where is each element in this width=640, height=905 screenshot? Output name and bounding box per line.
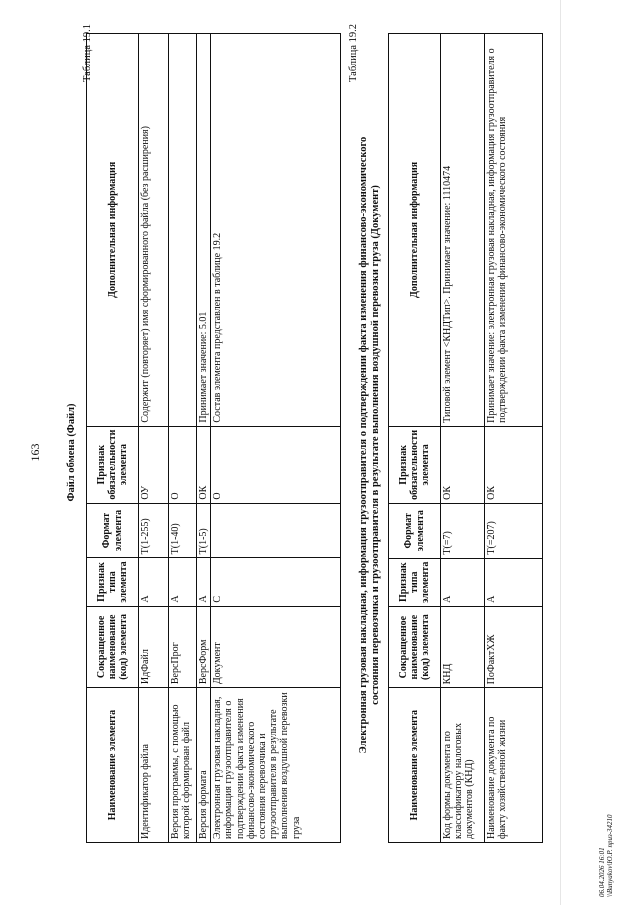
table-cell: Версия формата: [197, 688, 211, 843]
table-cell: ВерсФорм: [197, 606, 211, 688]
table-cell: ОК: [197, 426, 211, 503]
column-header: Сокращенное наименование (код) элемента: [87, 606, 139, 688]
table-cell: Код формы документа по классификатору налоговых документов (КНД): [441, 688, 485, 843]
table-cell: Т(=7): [441, 503, 485, 558]
table-cell: А: [485, 558, 543, 606]
table-cell: Идентификатор файла: [139, 688, 169, 843]
table-cell: ИдФайл: [139, 606, 169, 688]
table-cell: ОУ: [139, 426, 169, 503]
table-cell: ОК: [441, 426, 485, 503]
column-header: Наименование элемента: [389, 688, 441, 843]
table-cell: Т(1-255): [139, 503, 169, 558]
table-cell: Содержит (повторяет) имя сформированного файла (без расширения): [139, 34, 169, 427]
table-cell: А: [197, 558, 211, 606]
table-header-row: [87, 34, 139, 843]
column-header: Формат элемента: [87, 503, 139, 558]
table-title-19-2: [358, 15, 382, 875]
table-cell: Версия программы, с помощью которой сформирован файл: [169, 688, 197, 843]
print-timestamp: 06.04.2026 16:01: [598, 847, 606, 897]
table-cell: [211, 503, 341, 558]
table-header-row: [389, 34, 441, 843]
table-row: [211, 34, 341, 843]
table-row: [139, 34, 169, 843]
column-header: Признак типа элемента: [87, 558, 139, 606]
table-row: [485, 34, 543, 843]
table-cell: А: [169, 558, 197, 606]
table-cell: Т(1-5): [197, 503, 211, 558]
column-header: Признак типа элемента: [389, 558, 441, 606]
column-header: Признак обязательности элемента: [87, 426, 139, 503]
table-cell: Документ: [211, 606, 341, 688]
table-cell: ВерсПрог: [169, 606, 197, 688]
table-cell: Принимает значение: электронная грузовая накладная, информация грузоотправителя о подтверждении факта изменения финансово-экономического состояния: [485, 34, 543, 427]
table-cell: Т(1-40): [169, 503, 197, 558]
table-cell: О: [169, 426, 197, 503]
table-cell: ПоФактХЖ: [485, 606, 543, 688]
table-row: [169, 34, 197, 843]
table-label-19-2: Таблица 19.2: [348, 23, 359, 82]
table-cell: Т(=207): [485, 503, 543, 558]
table-cell: Наименование документа по факту хозяйственной жизни: [485, 688, 543, 843]
table-cell: Типовой элемент <КНДТип>. Принимает значение: 1110474: [441, 34, 485, 427]
table-cell: С: [211, 558, 341, 606]
table-label-19-1: Таблица 19.1: [82, 23, 93, 82]
table-title-line: Электронная грузовая накладная, информация грузоотправителя о подтверждении факта изменения финансово-экономического: [358, 136, 369, 754]
page-number: 163: [28, 443, 42, 462]
table-row: [197, 34, 211, 843]
column-header: Сокращенное наименование (код) элемента: [389, 606, 441, 688]
table-cell: ОК: [485, 426, 543, 503]
table-cell: [169, 34, 197, 427]
print-footer: [598, 814, 614, 897]
print-file-path: \\Bunyakov\Ю.Р. приз-34210: [606, 814, 614, 897]
table-19-2: [388, 33, 543, 843]
table-cell: КНД: [441, 606, 485, 688]
table-title-19-1: Файл обмена (Файл): [66, 403, 77, 502]
table-title-line: состояния перевозчика и грузоотправителя в результате выполнения воздушной перевозки груза (Документ): [370, 185, 381, 705]
column-header: Наименование элемента: [87, 688, 139, 843]
column-header: Формат элемента: [389, 503, 441, 558]
column-header: Признак обязательности элемента: [389, 426, 441, 503]
column-header: Дополнительная информация: [389, 34, 441, 427]
table-19-1: [86, 33, 341, 843]
table-row: [441, 34, 485, 843]
table-cell: Принимает значение: 5.01: [197, 34, 211, 427]
table-cell: А: [139, 558, 169, 606]
table-cell: А: [441, 558, 485, 606]
table-cell: Состав элемента представлен в таблице 19.2: [211, 34, 341, 427]
table-cell: Электронная грузовая накладная, информация грузоотправителя о подтверждении факта изменения финансово-экономического состояния перевозчика и грузоотправителя в результате выполнения воздушной перевозки груза: [211, 688, 341, 843]
column-header: Дополнительная информация: [87, 34, 139, 427]
table-cell: О: [211, 426, 341, 503]
